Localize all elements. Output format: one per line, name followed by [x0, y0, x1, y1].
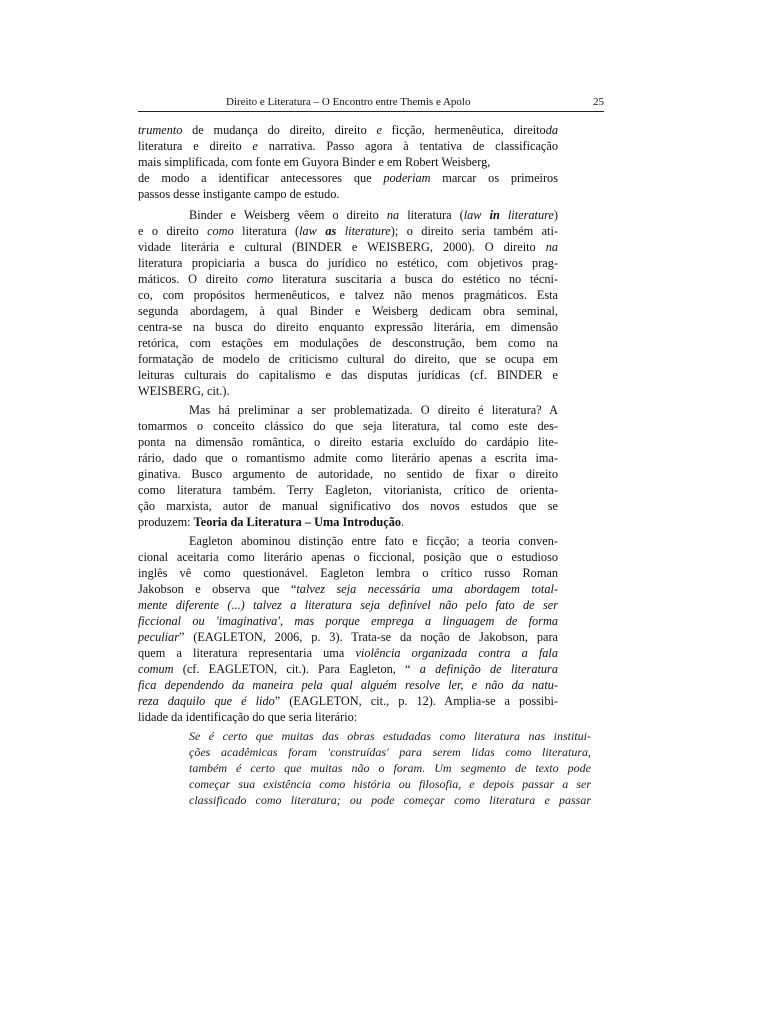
- quote-line: Se é certo que muitas das obras estudadas como literatura nas institui-: [189, 729, 591, 743]
- text-line: tomarmos o conceito clássico do que seja literatura, tal como este des-: [138, 419, 558, 433]
- text-line: como literatura também. Terry Eagleton, vitorianista, crítico de orienta-: [138, 483, 558, 497]
- text-line: vidade literária e cultural (BINDER e WEISBERG, 2000). O direito na: [138, 240, 558, 254]
- text-line: Jakobson e observa que “talvez seja necessária uma abordagem total-: [138, 582, 558, 596]
- text-line: formatação de modelo de criticismo cultural do direito, que se ocupa em: [138, 352, 558, 366]
- text-line: peculiar” (EAGLETON, 2006, p. 3). Trata-se da noção de Jakobson, para: [138, 630, 558, 644]
- text-line: e o direito como literatura (law as literature); o direito seria também ati-: [138, 224, 558, 238]
- text-line: produzem: Teoria da Literatura – Uma Introdução.: [138, 515, 405, 529]
- running-title: Direito e Literatura – O Encontro entre Themis e Apolo: [226, 96, 471, 108]
- text-line: co, com propósitos hermenêuticos, e talvez não menos pragmáticos. Esta: [138, 288, 558, 302]
- text-line: literatura propiciaria a busca do jurídico no estético, com objetivos prag-: [138, 256, 558, 270]
- text-line: WEISBERG, cit.).: [138, 384, 230, 398]
- text-line: ficcional ou 'imaginativa', mas porque emprega a linguagem de forma: [138, 614, 558, 628]
- text-line: quem a literatura representaria uma violência organizada contra a fala: [138, 646, 558, 660]
- text-line: máticos. O direito como literatura suscitaria a busca do estético no técni-: [138, 272, 558, 286]
- quote-line: classificado como literatura; ou pode começar como literatura e passar: [189, 793, 591, 807]
- text-line: mente diferente (...) talvez a literatura seja definível não pelo fato de ser: [138, 598, 558, 612]
- text-line: Mas há preliminar a ser problematizada. O direito é literatura? A: [189, 403, 558, 417]
- page-header: [138, 95, 604, 112]
- text-line: Eagleton abominou distinção entre fato e ficção; a teoria conven-: [189, 534, 558, 548]
- text-line: rário, dado que o romantismo admite como literário apenas a escrita ima-: [138, 451, 558, 465]
- text-line: cional aceitaria como literário apenas o ficcional, posição que o estudioso: [138, 550, 558, 564]
- text-line: retórica, com estações em modulações de desconstrução, bem como na: [138, 336, 558, 350]
- quote-line: ções acadêmicas foram 'construídas' para serem lidas como literatura,: [189, 745, 591, 759]
- text-line: segunda abordagem, à qual Binder e Weisberg dedicam obra seminal,: [138, 304, 558, 318]
- text-line: mais simplificada, com fonte em Guyora Binder e em Robert Weisberg,: [138, 155, 491, 169]
- quote-line: começar sua existência como história ou filosofia, e depois passar a ser: [189, 777, 591, 791]
- text-line: reza daquilo que é lido” (EAGLETON, cit., p. 12). Amplia-se a possibi-: [138, 694, 558, 708]
- book-title: Teoria da Literatura – Uma Introdução: [193, 515, 402, 529]
- text-line: ção marxista, autor de manual significativo dos novos estudos que se: [138, 499, 558, 513]
- page-number: 25: [593, 96, 604, 108]
- text-line: passos desse instigante campo de estudo.: [138, 187, 340, 201]
- text-line: literatura e direito e narrativa. Passo agora à tentativa de classificação: [138, 139, 558, 153]
- text-line: comum (cf. EAGLETON, cit.). Para Eagleton, “ a definição de literatura: [138, 662, 558, 676]
- text-line: lidade da identificação do que seria literário:: [138, 710, 358, 724]
- text-line: ponta na dimensão romântica, o direito estaria excluído do cardápio lite-: [138, 435, 558, 449]
- quote-line: também é certo que muitas não o foram. Um segmento de texto pode: [189, 761, 591, 775]
- text-line: Binder e Weisberg vêem o direito na literatura (law in literature): [189, 208, 558, 222]
- text-line: trumento de mudança do direito, direito e ficção, hermenêutica, direitoda: [138, 123, 558, 137]
- text-line: fica dependendo da maneira pela qual alguém resolve ler, e não da natu-: [138, 678, 558, 692]
- text-line: de modo a identificar antecessores que poderiam marcar os primeiros: [138, 171, 558, 185]
- text-line: centra-se na busca do direito enquanto expressão literária, em dimensão: [138, 320, 558, 334]
- text-line: leituras culturais do capitalismo e das disputas jurídicas (cf. BINDER e: [138, 368, 558, 382]
- text-line: ginativa. Busco argumento de autoridade, no sentido de fixar o direito: [138, 467, 558, 481]
- text-line: inglês vê como questionável. Eagleton lembra o crítico russo Roman: [138, 566, 558, 580]
